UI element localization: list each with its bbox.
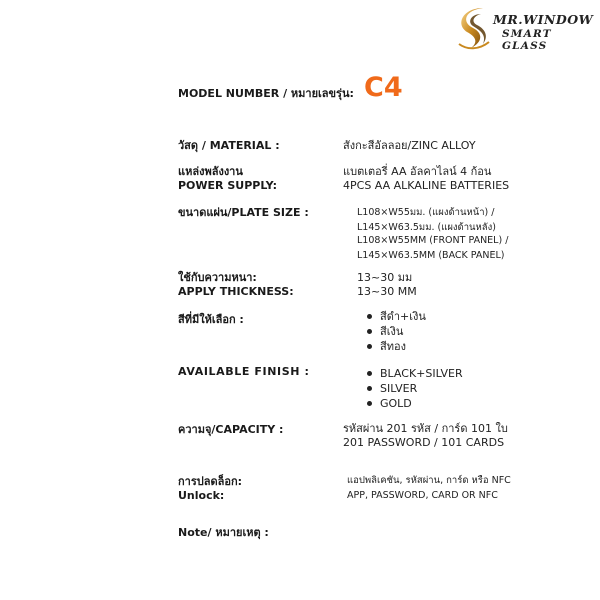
model-number-label: MODEL NUMBER / หมายเลขรุ่น: (178, 87, 354, 100)
thickness-value-th: 13~30 มม (357, 271, 413, 284)
plate-size-line: L145×W63.5มม. (แผงด้านหลัง) (357, 222, 496, 233)
material-value: สังกะสีอัลลอย/ZINC ALLOY (343, 139, 476, 152)
power-supply-value-th: แบตเตอรี่ AA อัลคาไลน์ 4 ก้อน (343, 165, 492, 178)
plate-size-label: ขนาดแผ่น/PLATE SIZE : (178, 206, 309, 219)
finish-label-th: สีที่มีให้เลือก : (178, 313, 244, 326)
logo-text-line1: MR.WINDOW (493, 12, 594, 27)
finish-label-en: AVAILABLE FINISH : (178, 365, 310, 378)
thickness-value-en: 13~30 MM (357, 285, 417, 298)
material-label: วัสดุ / MATERIAL : (178, 139, 280, 152)
plate-size-line: L108×W55MM (FRONT PANEL) / (357, 235, 509, 246)
unlock-label-en: Unlock: (178, 489, 225, 502)
capacity-value-en: 201 PASSWORD / 101 CARDS (343, 436, 505, 449)
plate-size-line: L108×W55มม. (แผงด้านหน้า) / (357, 207, 495, 218)
power-supply-value-en: 4PCS AA ALKALINE BATTERIES (343, 179, 510, 192)
list-item: GOLD (366, 396, 463, 411)
list-item: สีทอง (366, 339, 426, 354)
list-item: BLACK+SILVER (366, 366, 463, 381)
list-item: สีเงิน (366, 324, 426, 339)
capacity-label: ความจุ/CAPACITY : (178, 423, 284, 436)
finish-list-th (366, 309, 426, 354)
brand-logo (453, 4, 595, 54)
capacity-value-th: รหัสผ่าน 201 รหัส / การ์ด 101 ใบ (343, 422, 508, 435)
list-item: สีดำ+เงิน (366, 309, 426, 324)
power-supply-label-en: POWER SUPPLY: (178, 179, 278, 192)
unlock-value-th: แอปพลิเคชัน, รหัสผ่าน, การ์ด หรือ NFC (347, 475, 511, 486)
model-number-value: C4 (364, 72, 403, 103)
unlock-value-en: APP, PASSWORD, CARD OR NFC (347, 490, 498, 501)
thickness-label-th: ใช้กับความหนา: (178, 271, 257, 284)
note-label: Note/ หมายเหตุ : (178, 526, 269, 539)
list-item: SILVER (366, 381, 463, 396)
logo-text-line2: SMART GLASS (502, 28, 552, 52)
plate-size-line: L145×W63.5MM (BACK PANEL) (357, 250, 505, 261)
unlock-label-th: การปลดล็อก: (178, 475, 243, 488)
finish-list-en (366, 366, 463, 411)
thickness-label-en: APPLY THICKNESS: (178, 285, 294, 298)
power-supply-label-th: แหล่งพลังงาน (178, 165, 243, 178)
